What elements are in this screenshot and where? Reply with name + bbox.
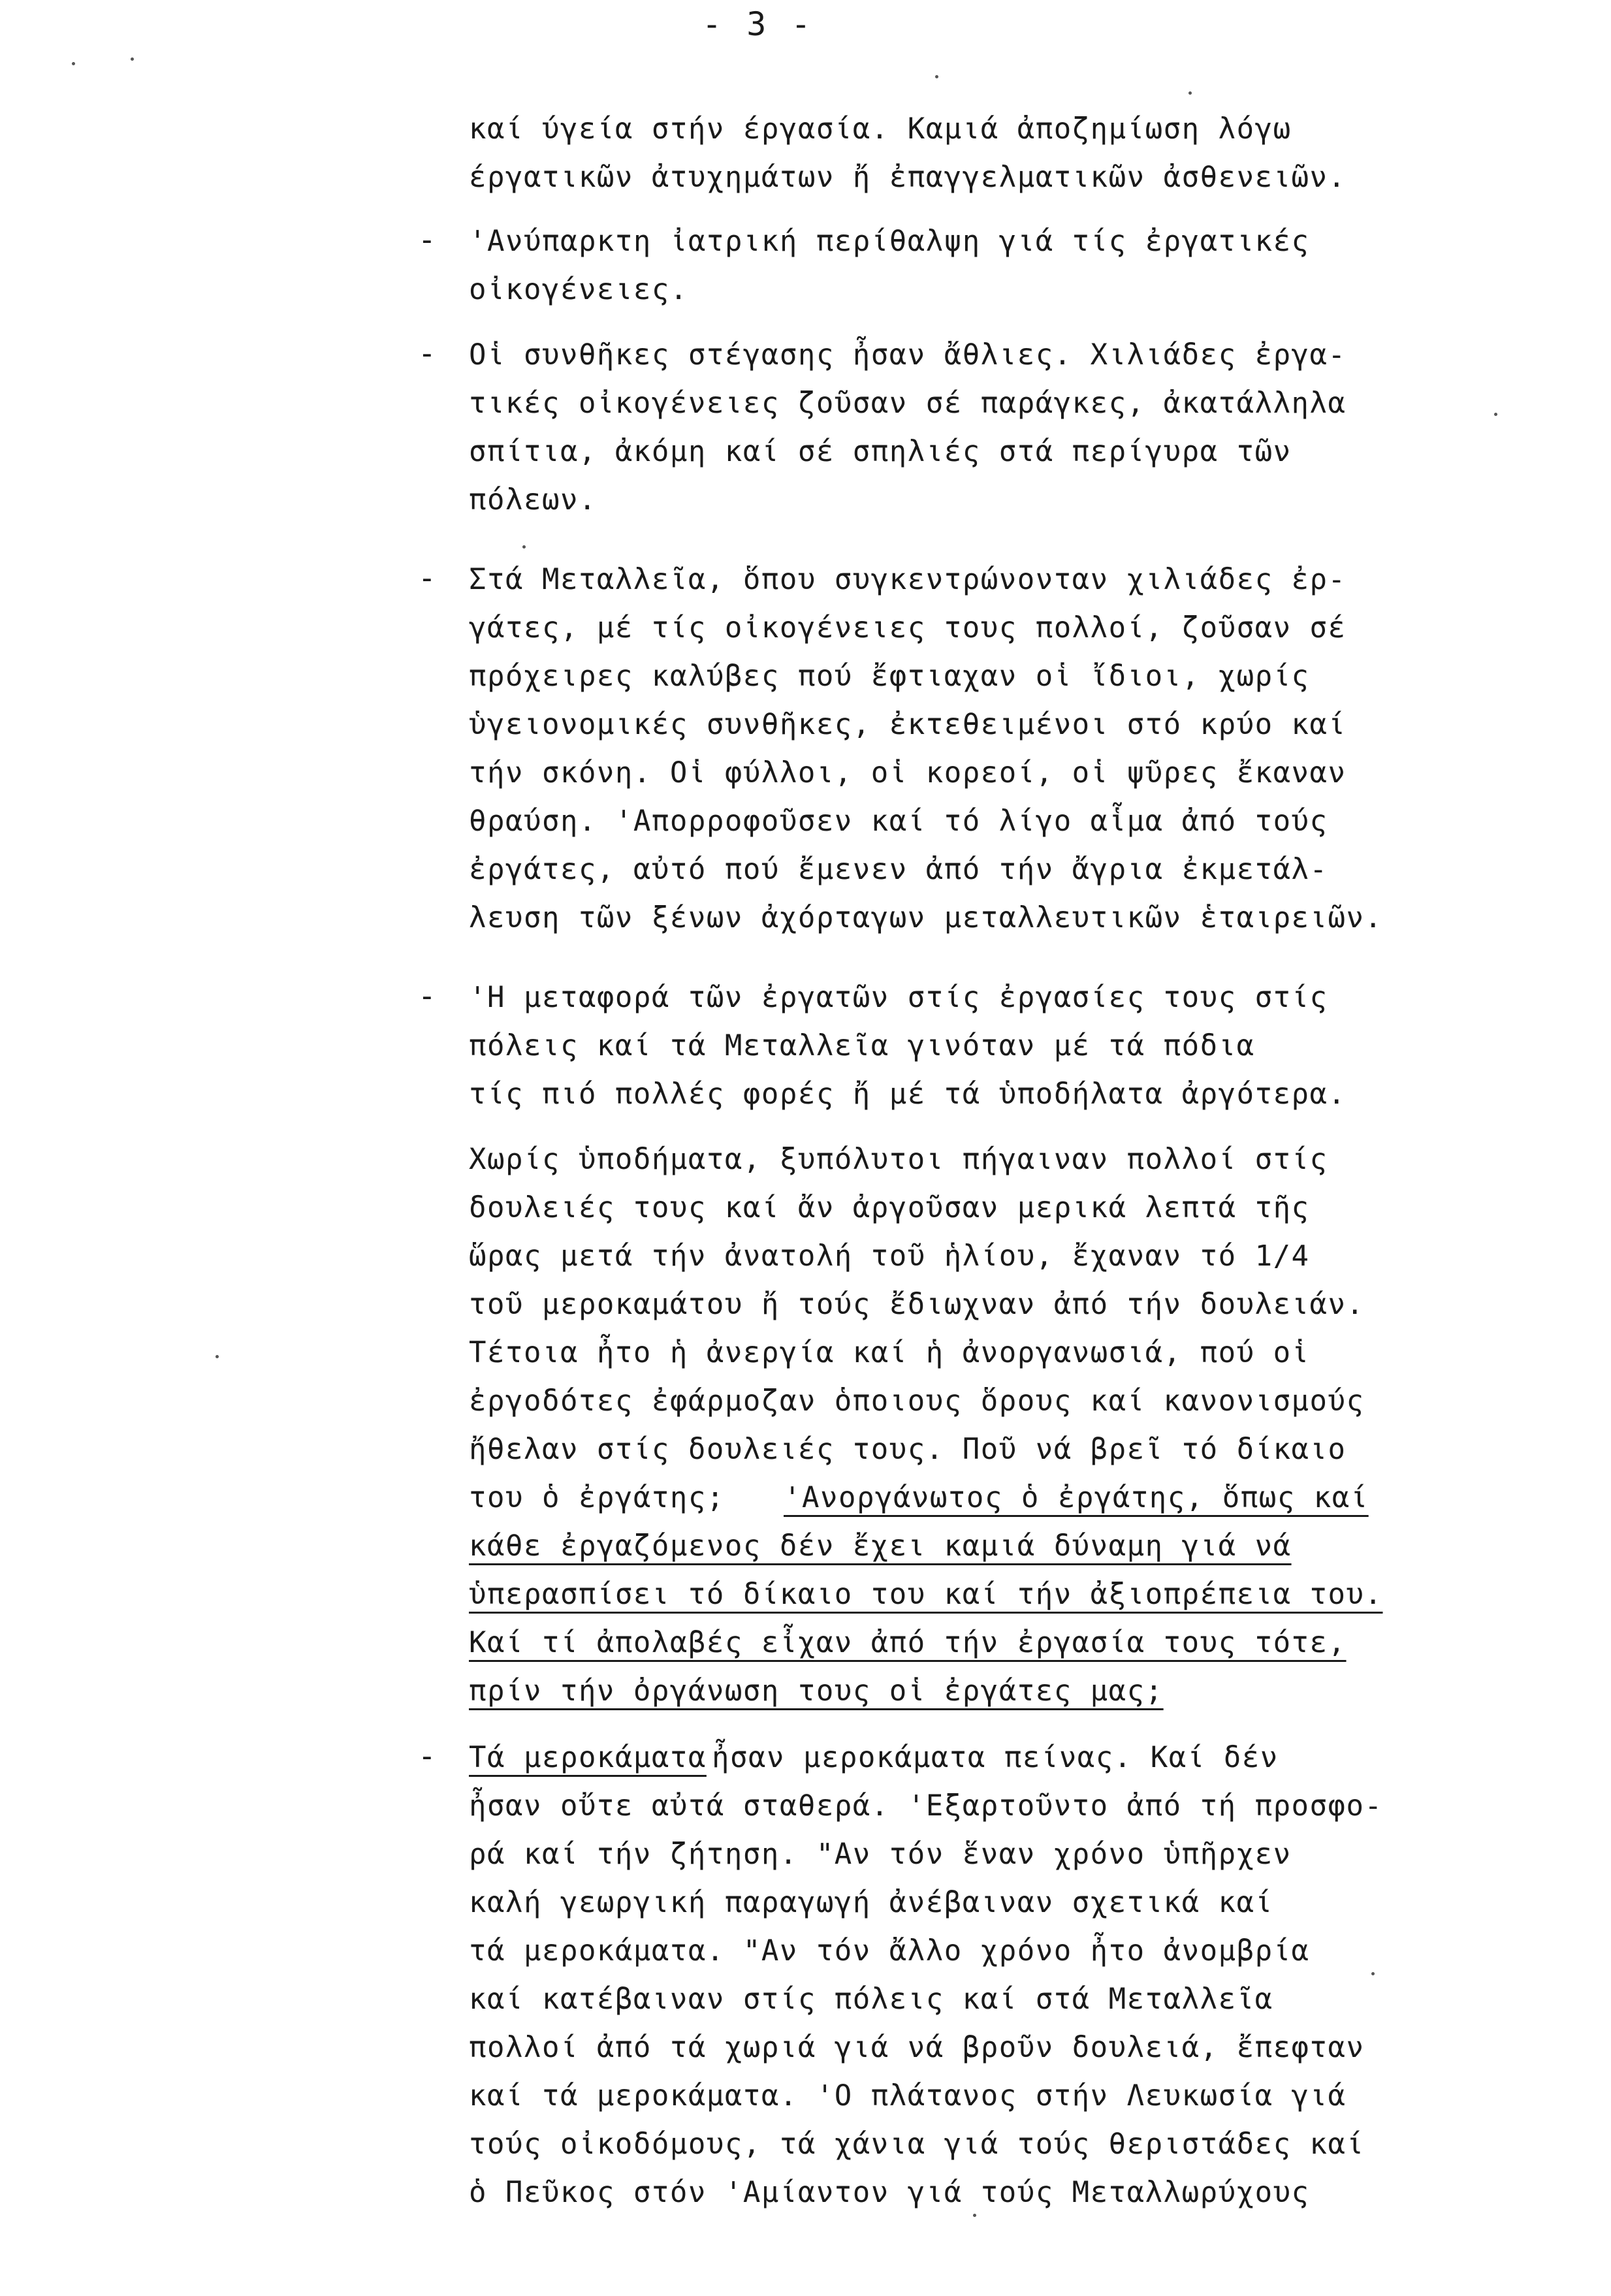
text-line: καί ύγεία στήν έργασία. Καμιά ἀποζημίωση λόγω: [469, 112, 1292, 146]
scan-speck: [1371, 1972, 1375, 1975]
page-number: - 3 -: [702, 5, 814, 43]
text-line: τοῦ μεροκαμάτου ἤ τούς ἔδιωχναν ἀπό τήν δουλειάν.: [469, 1288, 1365, 1321]
text-line: καί κατέβαιναν στίς πόλεις καί στά Μεταλλεῖα: [469, 1983, 1273, 2016]
text-line: πολλοί ἀπό τά χωριά γιά νά βροῦν δουλειά, ἔπεφταν: [469, 2031, 1365, 2064]
text-line: καί τά μεροκάματα. 'Ο πλάτανος στήν Λευκωσία γιά: [469, 2079, 1347, 2113]
scan-speck: [72, 62, 75, 65]
bullet-dash: -: [418, 1738, 436, 1774]
scan-speck: [215, 1355, 219, 1358]
text-line: Στά Μεταλλεῖα, ὅπου συγκεντρώνονταν χιλιάδες ἐρ-: [469, 563, 1347, 596]
text-line: τίς πιό πολλές φορές ἤ μέ τά ὑποδήλατα ἀργότερα.: [469, 1077, 1347, 1111]
underlined-text-line: κάθε ἐργαζόμενος δέν ἔχει καμιά δύναμη γιά νά: [469, 1529, 1292, 1563]
text-line: τικές οἰκογένειες ζοῦσαν σέ παράγκες, ἀκατάλληλα: [469, 387, 1347, 420]
text-line: Οἱ συνθῆκες στέγασης ἦσαν ἄθλιες. Χιλιάδες ἐργα-: [469, 338, 1347, 372]
text-line: τήν σκόνη. Οἱ φύλλοι, οἱ κορεοί, οἱ ψῦρες ἔκαναν: [469, 756, 1347, 789]
text-line: ὑγειονομικές συνθῆκες, ἐκτεθειμένοι στό κρύο καί: [469, 708, 1347, 741]
text-line: δουλειές τους καί ἄν ἀργοῦσαν μερικά λεπτά τῆς: [469, 1191, 1310, 1224]
scan-speck: [1494, 413, 1497, 416]
bullet-dash: -: [418, 978, 436, 1013]
text-line: τά μεροκάματα. "Αν τόν ἄλλο χρόνο ἦτο ἀνομβρία: [469, 1934, 1310, 1968]
text-line: πόλεων.: [469, 483, 597, 517]
text-line: ἦσαν μεροκάματα πείνας. Καί δέν: [712, 1741, 1279, 1774]
text-line: σπίτια, ἀκόμη καί σέ σπηλιές στά περίγυρα τῶν: [469, 435, 1292, 468]
text-line: ρά καί τήν ζήτηση. "Αν τόν ἕναν χρόνο ὑπῆρχεν: [469, 1838, 1292, 1871]
text-line: πόλεις καί τά Μεταλλεῖα γινόταν μέ τά πόδια: [469, 1029, 1255, 1062]
bullet-dash: -: [418, 336, 436, 371]
text-line: τούς οἰκοδόμους, τά χάνια γιά τούς θεριστάδες καί: [469, 2128, 1365, 2161]
bullet-dash: -: [418, 560, 436, 596]
scan-speck: [973, 2214, 976, 2217]
text-line: οἰκογένειες.: [469, 273, 688, 306]
text-line: καλή γεωργική παραγωγή ἀνέβαιναν σχετικά καί: [469, 1886, 1273, 1919]
text-line: έργατικῶν ἀτυχημάτων ἤ ἐπαγγελματικῶν ἀσθενειῶν.: [469, 161, 1347, 194]
text-line: γάτες, μέ τίς οἰκογένειες τους πολλοί, ζοῦσαν σέ: [469, 611, 1347, 645]
text-line: Τέτοια ἦτο ἡ ἀνεργία καί ἡ ἀνοργανωσιά, πού οἱ: [469, 1336, 1310, 1369]
text-line: 'Ανύπαρκτη ἰατρική περίθαλψη γιά τίς ἐργατικές: [469, 225, 1310, 258]
text-line: πρόχειρες καλύβες πού ἔφτιαχαν οἱ ἴδιοι, χωρίς: [469, 660, 1310, 693]
text-line: ἐργοδότες ἐφάρμοζαν ὁποιους ὅρους καί κανονισμούς: [469, 1384, 1365, 1418]
text-line: ἐργάτες, αὐτό πού ἔμενεν ἀπό τήν ἄγρια ἐκμετάλ-: [469, 853, 1328, 886]
text-line: ὁ Πεῦκος στόν 'Αμίαντον γιά τούς Μεταλλωρύχους: [469, 2176, 1310, 2209]
bullet-dash: -: [418, 222, 436, 257]
text-line: του ὁ ἐργάτης;: [469, 1481, 725, 1514]
underlined-text-line: Καί τί ἀπολαβές εἶχαν ἀπό τήν ἐργασία τους τότε,: [469, 1626, 1347, 1659]
text-line: λευση τῶν ξένων ἀχόρταγων μεταλλευτικῶν ἑταιρειῶν.: [469, 901, 1383, 934]
scan-speck: [131, 57, 134, 61]
text-line: Χωρίς ὑποδήματα, ξυπόλυτοι πήγαιναν πολλοί στίς: [469, 1143, 1328, 1176]
text-line: ἤθελαν στίς δουλειές τους. Ποῦ νά βρεῖ τό δίκαιο: [469, 1433, 1347, 1466]
underlined-text-line: ὑπερασπίσει τό δίκαιο του καί τήν ἀξιοπρέπεια του.: [469, 1578, 1383, 1611]
text-line: ἦσαν οὔτε αὐτά σταθερά. 'Εξαρτοῦντο ἀπό τή προσφο-: [469, 1789, 1383, 1823]
underlined-text-line: Τά μεροκάματα: [469, 1741, 707, 1774]
text-line: ὥρας μετά τήν ἀνατολή τοῦ ἡλίου, ἔχαναν τό 1/4: [469, 1239, 1310, 1273]
scan-speck: [522, 545, 526, 549]
text-line: θραύση. 'Απορροφοῦσεν καί τό λίγο αἷμα ἀπό τούς: [469, 805, 1328, 838]
scan-speck: [935, 75, 938, 78]
underlined-text-line: πρίν τήν ὀργάνωση τους οἱ ἐργάτες μας;: [469, 1674, 1164, 1708]
underlined-text-line: 'Ανοργάνωτος ὁ ἐργάτης, ὅπως καί: [784, 1481, 1369, 1514]
scan-speck: [1188, 91, 1192, 95]
text-line: 'Η μεταφορά τῶν ἐργατῶν στίς ἐργασίες τους στίς: [469, 981, 1328, 1014]
